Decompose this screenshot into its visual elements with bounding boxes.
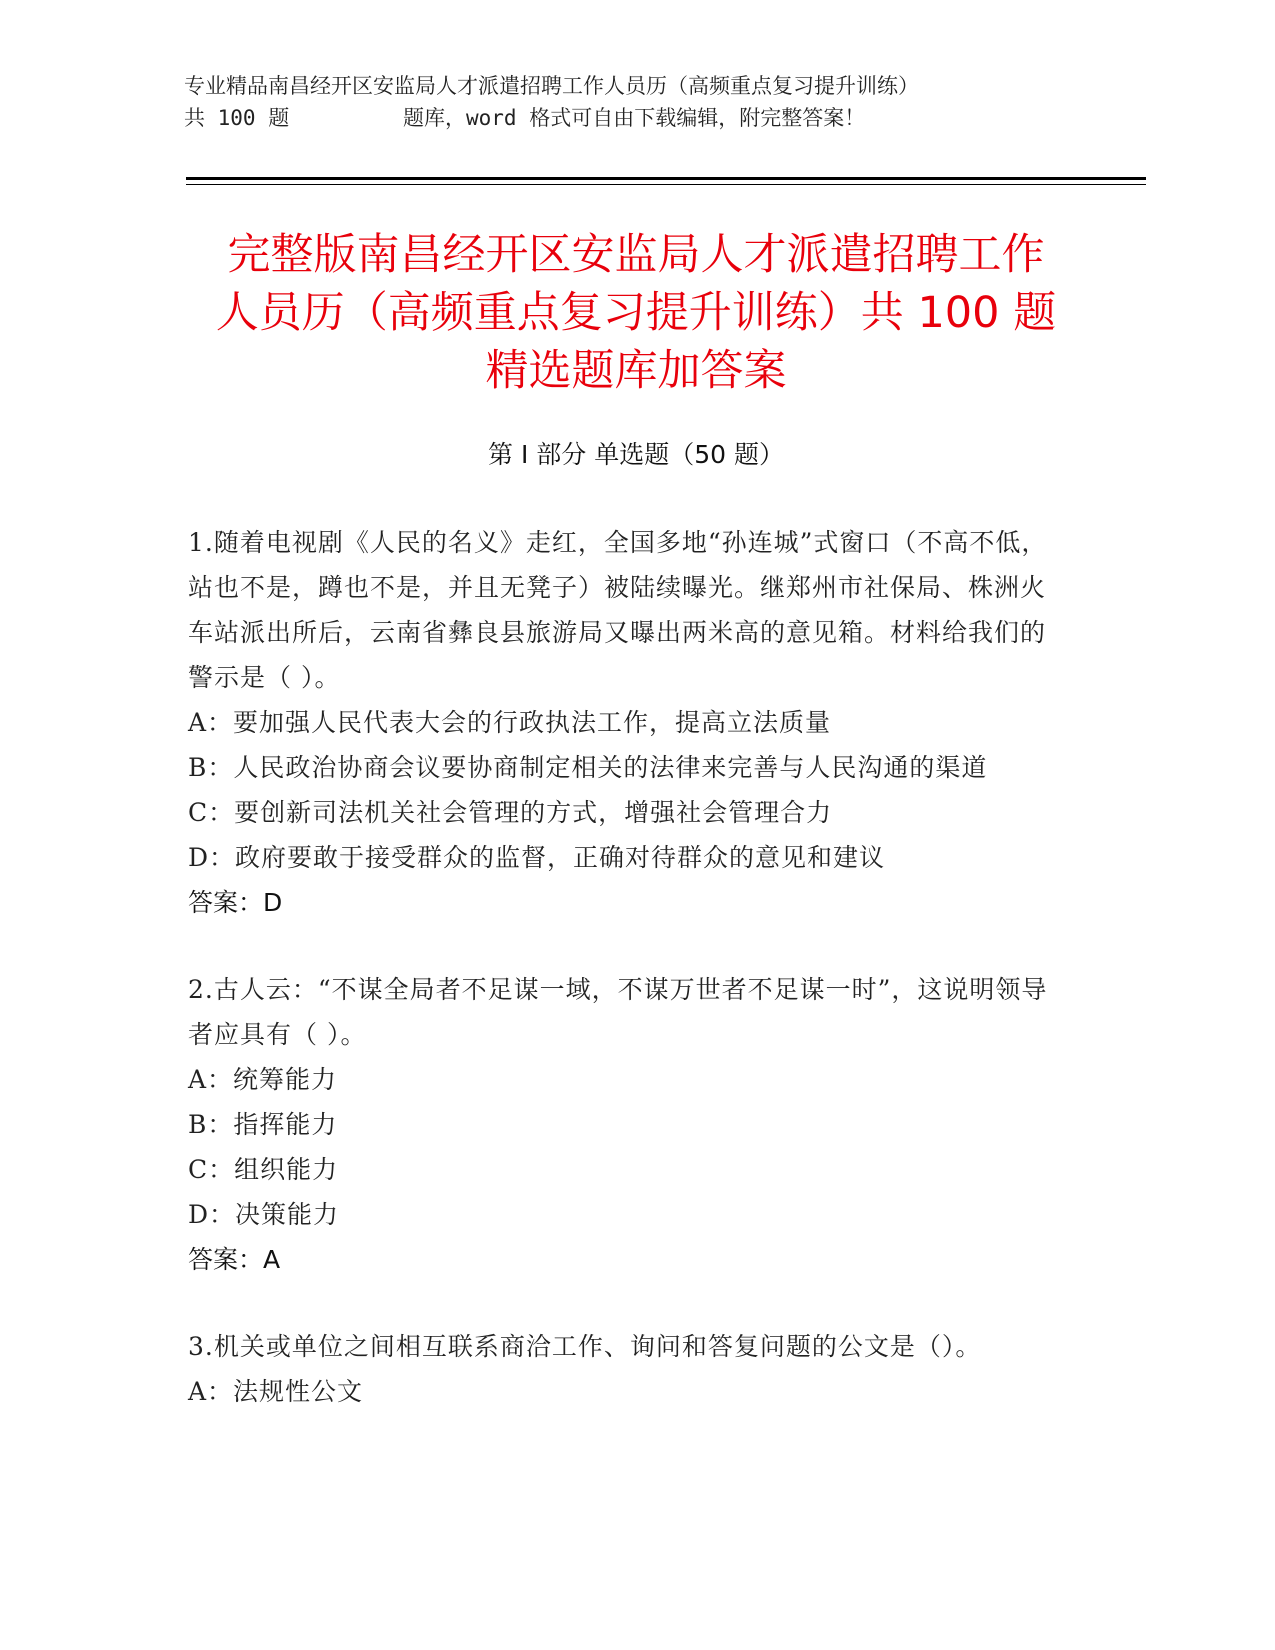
question-item — [188, 967, 1068, 1282]
question-item — [188, 1324, 1068, 1414]
option-c: C：要创新司法机关社会管理的方式，增强社会管理合力 — [188, 798, 833, 827]
option-a: A：统筹能力 — [188, 1065, 338, 1094]
header-line-1: 专业精品南昌经开区安监局人才派遣招聘工作人员历（高频重点复习提升训练） — [184, 74, 919, 98]
document-title — [186, 226, 1086, 400]
title-line-2: 人员历（高频重点复习提升训练）共 100 题 — [215, 288, 1057, 338]
option-c: C：组织能力 — [188, 1155, 339, 1184]
question-item — [188, 520, 1068, 925]
question-stem: 3.机关或单位之间相互联系商洽工作、询问和答复问题的公文是（）。 — [188, 1332, 982, 1361]
question-list — [188, 520, 1068, 1456]
option-d: D：政府要敢于接受群众的监督，正确对待群众的意见和建议 — [188, 843, 886, 872]
option-a: A：法规性公文 — [188, 1377, 364, 1406]
header-line-2: 共 100 题 题库，word 格式可自由下载编辑，附完整答案！ — [184, 106, 866, 130]
header-rule-thin — [186, 184, 1146, 185]
option-d: D：决策能力 — [188, 1200, 340, 1229]
option-b: B：指挥能力 — [188, 1110, 338, 1139]
title-line-1: 完整版南昌经开区安监局人才派遣招聘工作 — [227, 230, 1045, 280]
question-stem: 1.随着电视剧《人民的名义》走红，全国多地“孙连城”式窗口（不高不低，站也不是，蹲也不是，并且无凳子）被陆续曝光。继郑州市社保局、株洲火车站派出所后，云南省彝良县旅游局又曝出两米高的意见箱。材料给我们的警示是（ ）。 — [188, 528, 1048, 692]
title-line-3: 精选题库加答案 — [485, 346, 787, 396]
document-header — [184, 70, 1064, 134]
answer-text: 答案：A — [188, 1245, 281, 1274]
answer-text: 答案：D — [188, 888, 283, 917]
option-a: A：要加强人民代表大会的行政执法工作，提高立法质量 — [188, 708, 832, 737]
option-b: B：人民政治协商会议要协商制定相关的法律来完善与人民沟通的渠道 — [188, 753, 988, 782]
question-stem: 2.古人云：“不谋全局者不足谋一域，不谋万世者不足谋一时”，这说明领导者应具有（ ）。 — [188, 975, 1048, 1049]
section-heading: 第 I 部分 单选题（50 题） — [488, 440, 784, 469]
header-rule-thick — [186, 177, 1146, 180]
